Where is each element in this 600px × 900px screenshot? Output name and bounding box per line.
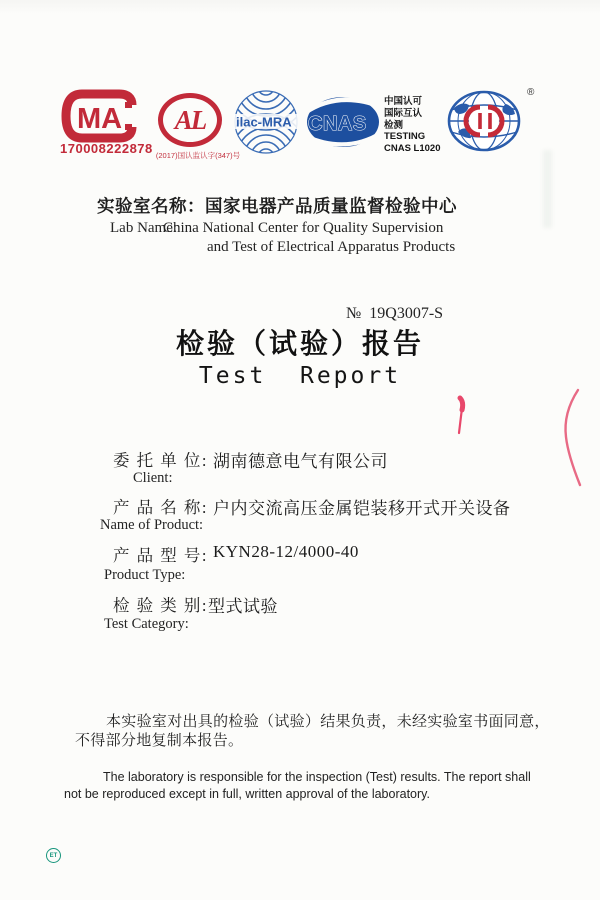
al-caption: (2017)国认监认字(347)号 bbox=[155, 151, 241, 160]
cnas-logo bbox=[306, 96, 380, 148]
green-stamp-icon bbox=[46, 848, 61, 863]
report-title-en: Test Report bbox=[198, 363, 402, 389]
cnas-caption-line: 中国认可 bbox=[384, 96, 423, 107]
field-product-type-value: KYN28-12/4000-40 bbox=[213, 542, 359, 561]
registered-trademark-symbol: ® bbox=[527, 87, 535, 98]
report-number-prefix: № bbox=[346, 305, 362, 322]
disclaimer-zh-line2: 不得部分地复制本报告。 bbox=[75, 733, 244, 749]
disclaimer-en-line2: not be reproduced except in full, written approval of the laboratory. bbox=[64, 787, 430, 801]
cnas-caption-block bbox=[384, 96, 441, 155]
field-client-value: 湖南德意电气有限公司 bbox=[213, 452, 388, 471]
field-client-label-en: Client: bbox=[133, 470, 173, 486]
globe-icon bbox=[446, 88, 524, 154]
disclaimer-en-line1: The laboratory is responsible for the inspection (Test) results. The report shall bbox=[103, 770, 531, 784]
field-client-label-zh: 委 托 单 位: bbox=[113, 451, 208, 470]
ilac-globe-icon bbox=[233, 89, 299, 155]
disclaimer-zh-line1: 本实验室对出具的检验（试验）结果负责，未经实验室书面同意， bbox=[106, 714, 550, 730]
cnas-label: CNAS bbox=[308, 113, 367, 135]
field-test-category-value: 型式试验 bbox=[208, 597, 278, 616]
cma-certificate-number: 170008222878 bbox=[60, 141, 153, 156]
field-product-type-label-zh: 产 品 型 号: bbox=[113, 546, 208, 565]
report-number-value: 19Q3007-S bbox=[369, 305, 444, 322]
scan-bleed-smudge bbox=[543, 150, 552, 228]
cma-mark-icon bbox=[60, 88, 146, 144]
field-product-type-label-en: Product Type: bbox=[104, 567, 186, 583]
field-product-name-value: 户内交流高压金属铠装移开式开关设备 bbox=[213, 499, 511, 518]
al-letters: AL bbox=[174, 104, 206, 135]
lab-name-en-label: Lab Name: bbox=[110, 220, 178, 236]
cnas-caption-line: 检测 bbox=[384, 119, 404, 131]
green-stamp-label: ET bbox=[49, 852, 58, 859]
lab-name-en-line2: and Test of Electrical Apparatus Products bbox=[207, 239, 456, 255]
report-title-zh: 检验（试验）报告 bbox=[175, 328, 424, 359]
field-product-name-label-zh: 产 品 名 称: bbox=[113, 498, 208, 517]
lab-name-en-line1: China National Center for Quality Supervision bbox=[163, 220, 444, 236]
cnas-caption-line: CNAS L1020 bbox=[384, 143, 441, 155]
ilac-mra-logo bbox=[233, 89, 299, 155]
field-test-category-label-zh: 检 验 类 别: bbox=[113, 596, 208, 615]
ilac-mra-label: ilac-MRA bbox=[236, 114, 292, 130]
cnas-swoosh-icon bbox=[306, 96, 380, 148]
globe-certification-logo bbox=[446, 88, 524, 154]
field-product-name-label-en: Name of Product: bbox=[100, 517, 204, 533]
cnas-caption-line: 国际互认 bbox=[384, 107, 423, 119]
red-pen-curve-mark bbox=[552, 385, 594, 493]
al-circle-icon bbox=[158, 93, 222, 147]
field-test-category-label-en: Test Category: bbox=[104, 616, 189, 632]
cma-letters: MA bbox=[77, 103, 123, 135]
cnas-caption-line: TESTING bbox=[384, 131, 426, 143]
cma-logo bbox=[60, 88, 148, 144]
lab-name-zh: 实验室名称：国家电器产品质量监督检验中心 bbox=[97, 196, 457, 216]
red-pen-tick-mark bbox=[452, 395, 468, 437]
